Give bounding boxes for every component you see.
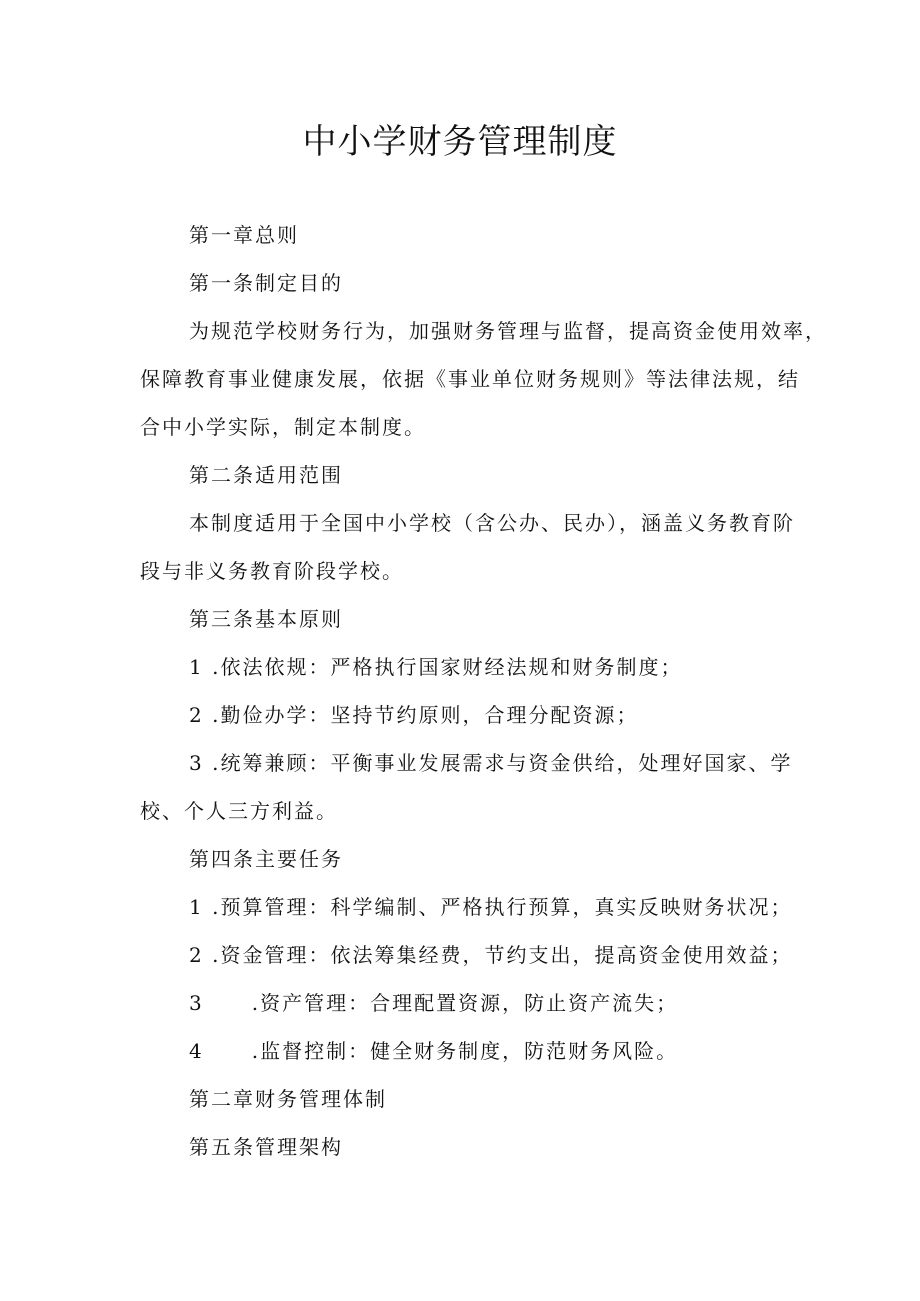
- list-item: 1 .预算管理：科学编制、严格执行预算，真实反映财务状况；: [189, 895, 793, 919]
- list-item: [189, 1027, 789, 1075]
- paragraph-line: 保障教育事业健康发展，依据《事业单位财务规则》等法律法规，结: [140, 367, 800, 391]
- paragraph-line: 本制度适用于全国中小学校（含公办、民办），涵盖义务教育阶: [189, 511, 795, 535]
- chapter-heading: 第一章总则: [189, 223, 299, 247]
- paragraph-line: 合中小学实际，制定本制度。: [140, 415, 426, 439]
- list-number: 4: [189, 1039, 204, 1063]
- document-title: 中小学财务管理制度: [302, 122, 618, 162]
- list-text: .监督控制：健全财务制度，防范财务风险。: [251, 1039, 679, 1063]
- article-heading: 第四条主要任务: [189, 847, 343, 871]
- chapter-heading: 第二章财务管理体制: [189, 1087, 387, 1111]
- article-heading: 第五条管理架构: [189, 1135, 343, 1159]
- paragraph-line: 为规范学校财务行为，加强财务管理与监督，提高资金使用效率，: [189, 319, 827, 343]
- list-item: 2 .资金管理：依法筹集经费，节约支出，提高资金使用效益；: [189, 943, 793, 967]
- article-heading: 第三条基本原则: [189, 607, 343, 631]
- paragraph-line: 校、个人三方利益。: [140, 799, 338, 823]
- list-item: 3 .统筹兼顾：平衡事业发展需求与资金供给，处理好国家、学: [189, 751, 793, 775]
- article-heading: 第一条制定目的: [189, 271, 343, 295]
- paragraph-line: 段与非义务教育阶段学校。: [140, 559, 404, 583]
- list-item: 2 .勤俭办学：坚持节约原则，合理分配资源；: [189, 703, 639, 727]
- list-text: .资产管理：合理配置资源，防止资产流失；: [251, 991, 679, 1015]
- list-item: [189, 979, 789, 1027]
- list-number: 3: [189, 991, 204, 1015]
- article-heading: 第二条适用范围: [189, 463, 343, 487]
- list-item: 1 .依法依规：严格执行国家财经法规和财务制度；: [189, 655, 683, 679]
